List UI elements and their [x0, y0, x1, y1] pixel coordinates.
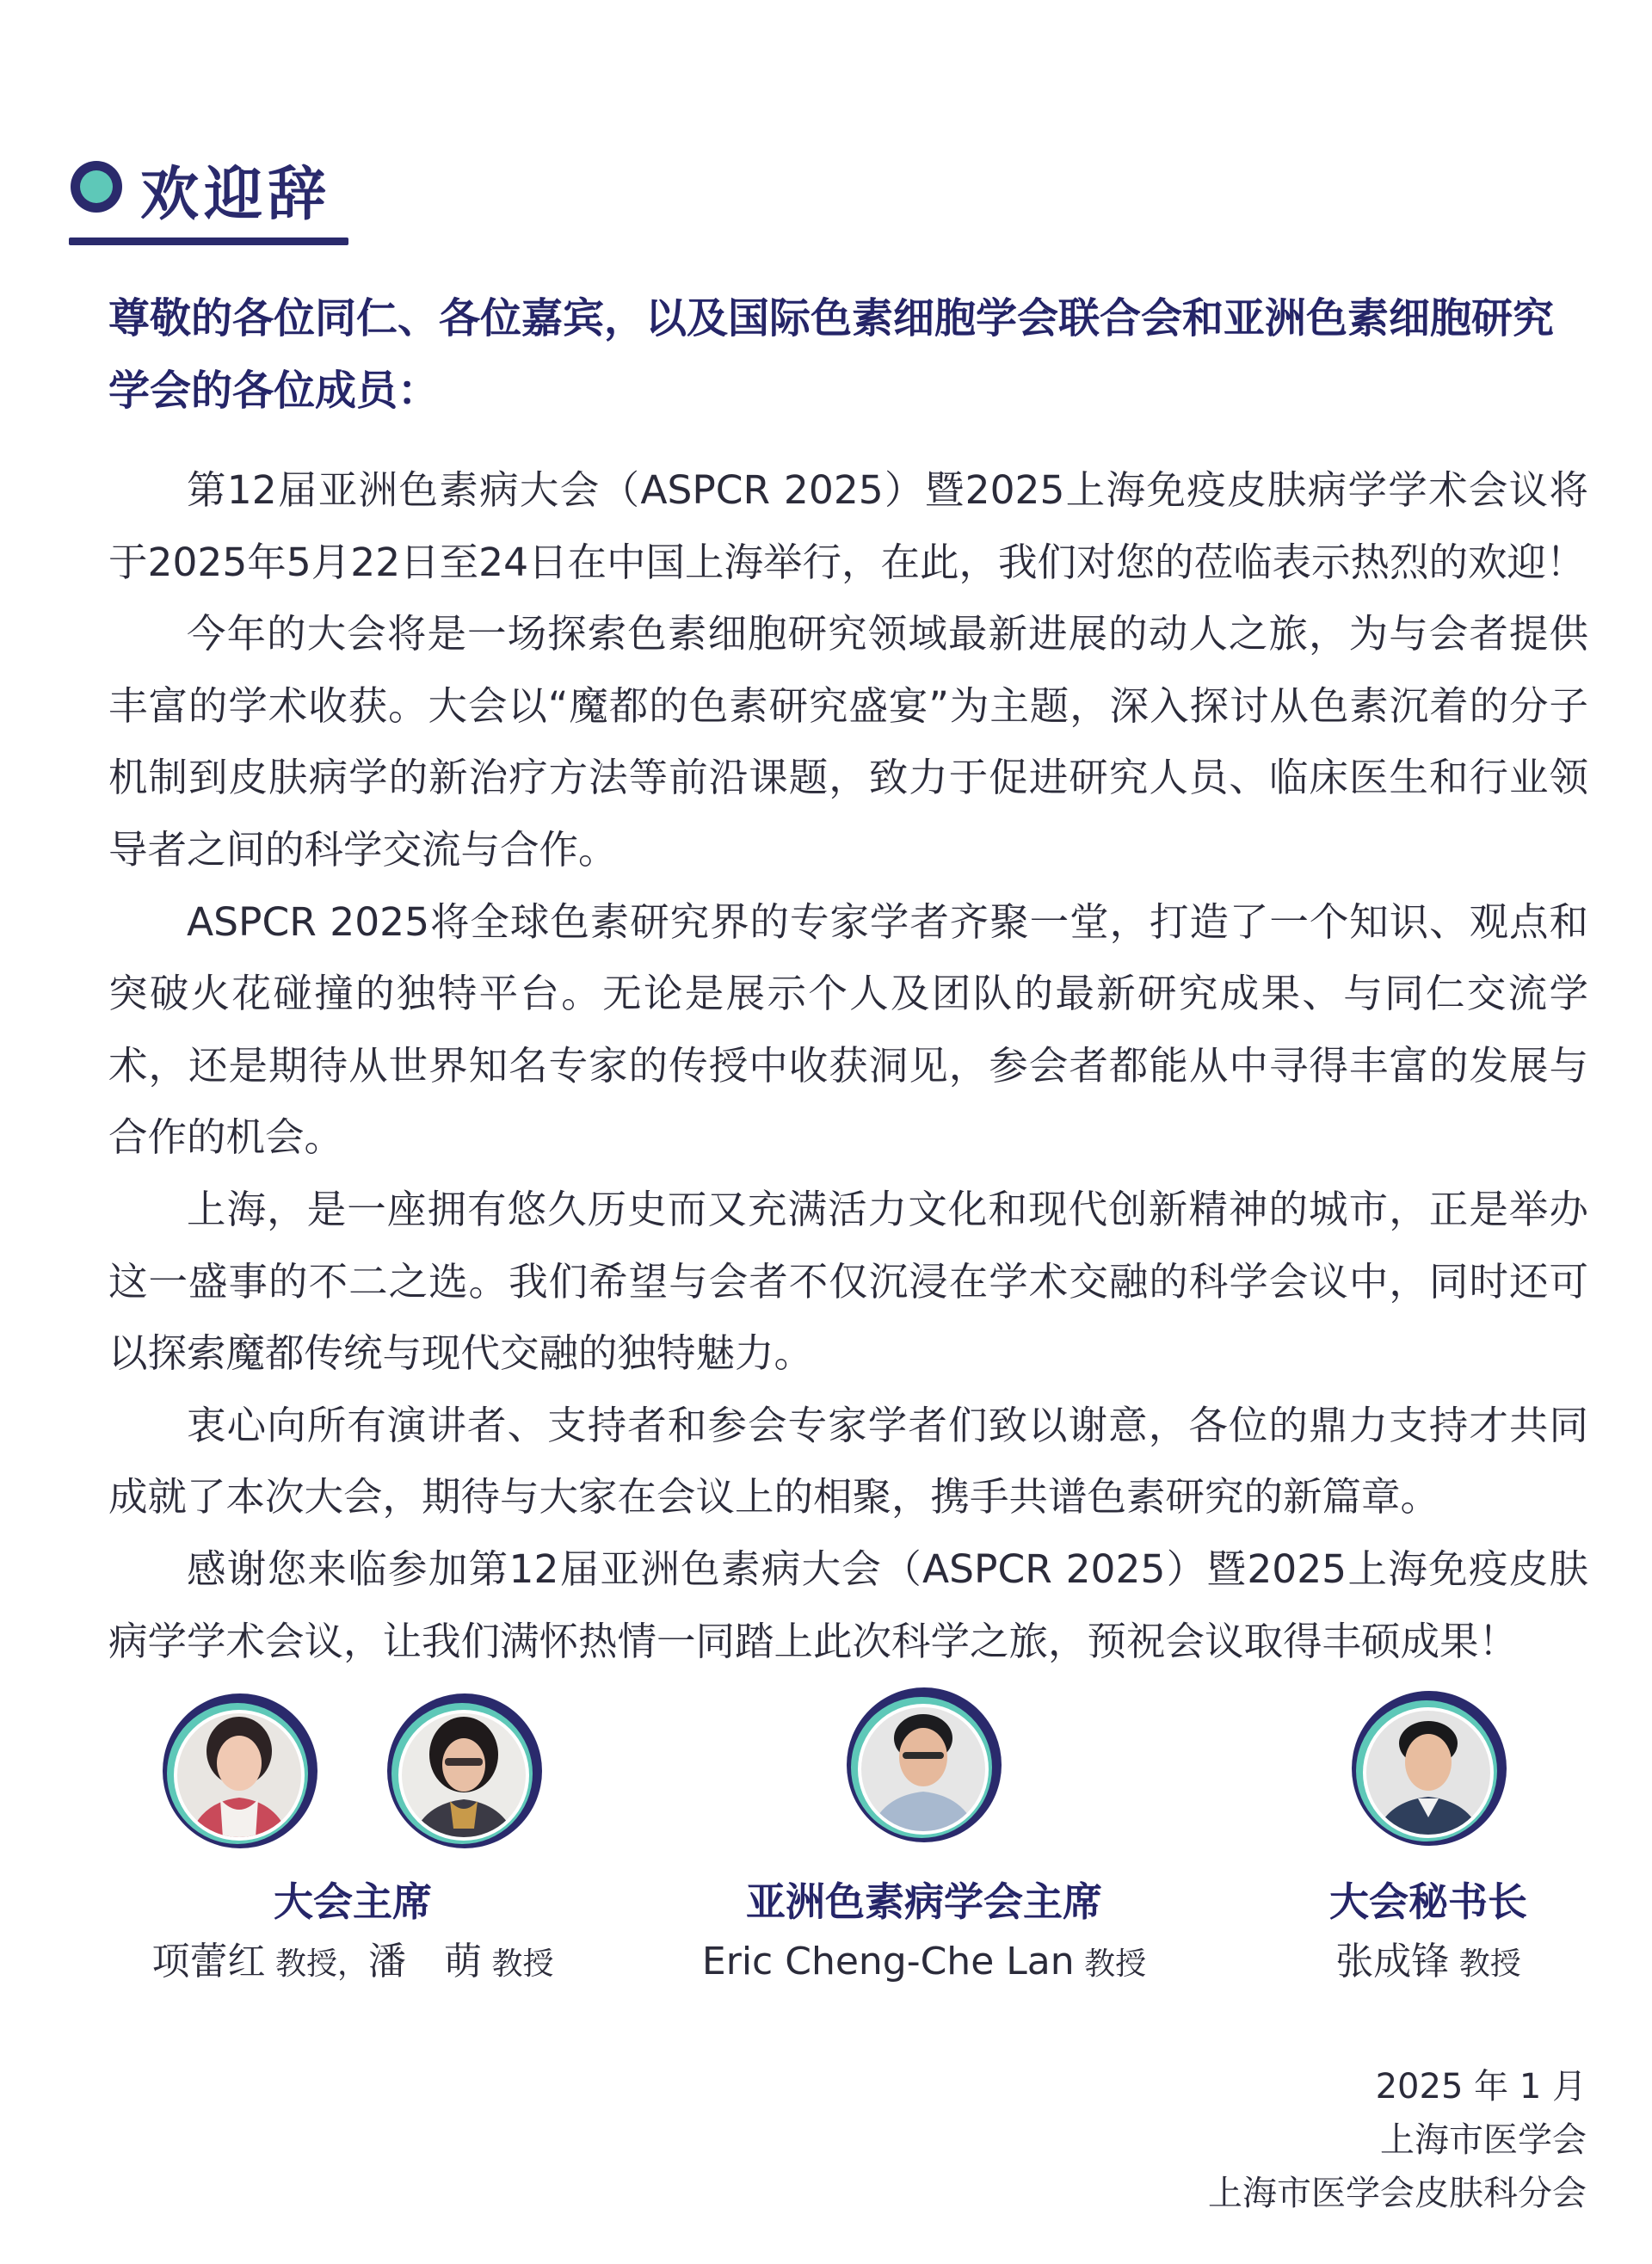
person-title: 教授 — [482, 1946, 554, 1982]
welcome-body — [108, 454, 1588, 1677]
portrait-chair-2 — [385, 1691, 545, 1851]
paragraph: ASPCR 2025将全球色素研究界的专家学者齐聚一堂，打造了一个知识、观点和突破火花碰撞的独特平台。无论是展示个人及团队的最新研究成果、与同仁交流学术，还是期待从世界知名专家的传授中收获洞见，参会者都能从中寻得丰富的发展与合作的机会。 — [108, 898, 1588, 1161]
signature-org: 上海市医学会 — [1380, 2120, 1587, 2160]
group-names-aspcr-president — [666, 1936, 1182, 1990]
person-name: 潘 萌 — [368, 1940, 482, 1983]
portrait-aspcr-president — [844, 1685, 1004, 1845]
group-title-secretary-general: 大会秘书长 — [1329, 1878, 1527, 1925]
salutation: 尊敬的各位同仁、各位嘉宾，以及国际色素细胞学会联合会和亚洲色素细胞研究学会的各位成员： — [108, 294, 1555, 415]
paragraph: 上海，是一座拥有悠久历史而又充满活力文化和现代创新精神的城市，正是举办这一盛事的不二之选。我们希望与会者不仅沉浸在学术交融的科学会议中，同时还可以探索魔都传统与现代交融的独特魅力。 — [108, 1186, 1588, 1377]
portrait-chair-1 — [160, 1691, 320, 1851]
title-underline — [69, 238, 348, 245]
person-name: 项蕾红 — [151, 1940, 266, 1983]
page-header — [69, 155, 353, 245]
signature-block — [1208, 2060, 1587, 2220]
paragraph: 感谢您来临参加第12届亚洲色素病大会（ASPCR 2025）暨2025上海免疫皮肤病学学术会议，让我们满怀热情一同踏上此次科学之旅，预祝会议取得丰硕成果！ — [108, 1545, 1588, 1664]
paragraph: 衷心向所有演讲者、支持者和参会专家学者们致以谢意，各位的鼎力支持才共同成就了本次大会，期待与大家在会议上的相聚，携手共谱色素研究的新篇章。 — [108, 1402, 1588, 1521]
person-title: 教授 — [1074, 1946, 1147, 1982]
group-title-chairs: 大会主席 — [274, 1878, 432, 1925]
paragraph: 今年的大会将是一场探索色素细胞研究领域最新进展的动人之旅，为与会者提供丰富的学术收获。大会以“魔都的色素研究盛宴”为主题，深入探讨从色素沉着的分子机制到皮肤病学的新治疗方法等前沿课题，致力于促进研究人员、临床医生和行业领导者之间的科学交流与合作。 — [108, 611, 1588, 873]
person-name: Eric Cheng-Che Lan — [701, 1940, 1075, 1983]
person-title: 教授， — [265, 1946, 368, 1982]
page-title: 欢迎辞 — [140, 160, 332, 229]
group-names-secretary-general — [1256, 1936, 1600, 1990]
portrait-secretary-general — [1349, 1688, 1509, 1848]
signature-org: 上海市医学会皮肤科分会 — [1208, 2174, 1587, 2213]
paragraph: 第12届亚洲色素病大会（ASPCR 2025）暨2025上海免疫皮肤病学学术会议将于2025年5月22日至24日在中国上海举行，在此，我们对您的莅临表示热烈的欢迎！ — [108, 467, 1588, 585]
bullet-circle-icon — [69, 159, 124, 214]
person-name: 张成锋 — [1335, 1940, 1450, 1983]
person-title: 教授 — [1449, 1946, 1521, 1982]
group-names-chairs — [86, 1936, 620, 1990]
signature-date: 2025 年 1 月 — [1375, 2067, 1587, 2107]
group-title-aspcr-president: 亚洲色素病学会主席 — [746, 1878, 1102, 1925]
